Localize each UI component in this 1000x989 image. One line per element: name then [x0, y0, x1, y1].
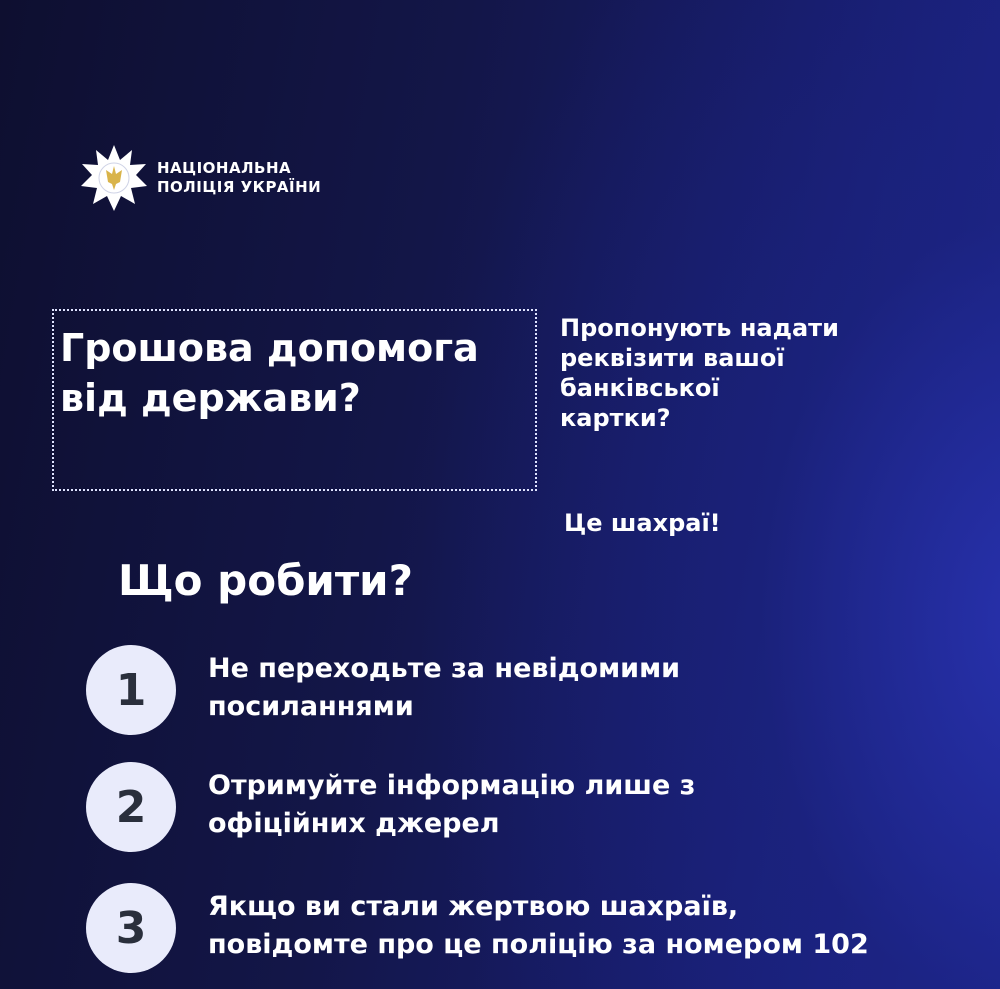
step-text-line-2: офіційних джерел [208, 808, 500, 839]
side-question-line-4: картки? [560, 404, 671, 432]
step-text-line-1: Якщо ви стали жертвою шахраїв, [208, 891, 739, 922]
step-number-badge: 2 [86, 762, 176, 852]
side-question-line-2: реквізити вашої [560, 344, 785, 372]
step-text-line-2: повідомте про це поліцію за номером 102 [208, 929, 869, 960]
step-number-badge: 3 [86, 883, 176, 973]
step-text [208, 650, 948, 726]
step-item-2 [86, 762, 966, 852]
side-question-line-1: Пропонують надати [560, 314, 839, 342]
step-number-badge: 1 [86, 645, 176, 735]
step-item-3 [86, 883, 966, 973]
logo-text [157, 159, 321, 197]
step-text-line-1: Отримуйте інформацію лише з [208, 770, 696, 801]
step-item-1 [86, 645, 966, 735]
logo-line-1: НАЦІОНАЛЬНА [157, 159, 292, 177]
section-title: Що робити? [118, 556, 413, 605]
scam-warning: Це шахраї! [564, 509, 721, 537]
step-text [208, 888, 948, 964]
side-question [560, 313, 940, 433]
police-star-icon [80, 144, 148, 212]
side-question-line-3: банківської [560, 374, 720, 402]
step-text [208, 767, 948, 843]
headline-line-2: від держави? [60, 376, 361, 420]
police-logo [80, 144, 321, 212]
headline [60, 323, 530, 423]
headline-line-1: Грошова допомога [60, 326, 479, 370]
logo-line-2: ПОЛІЦІЯ УКРАЇНИ [157, 178, 322, 196]
step-text-line-2: посиланнями [208, 691, 414, 722]
step-text-line-1: Не переходьте за невідомими [208, 653, 681, 684]
